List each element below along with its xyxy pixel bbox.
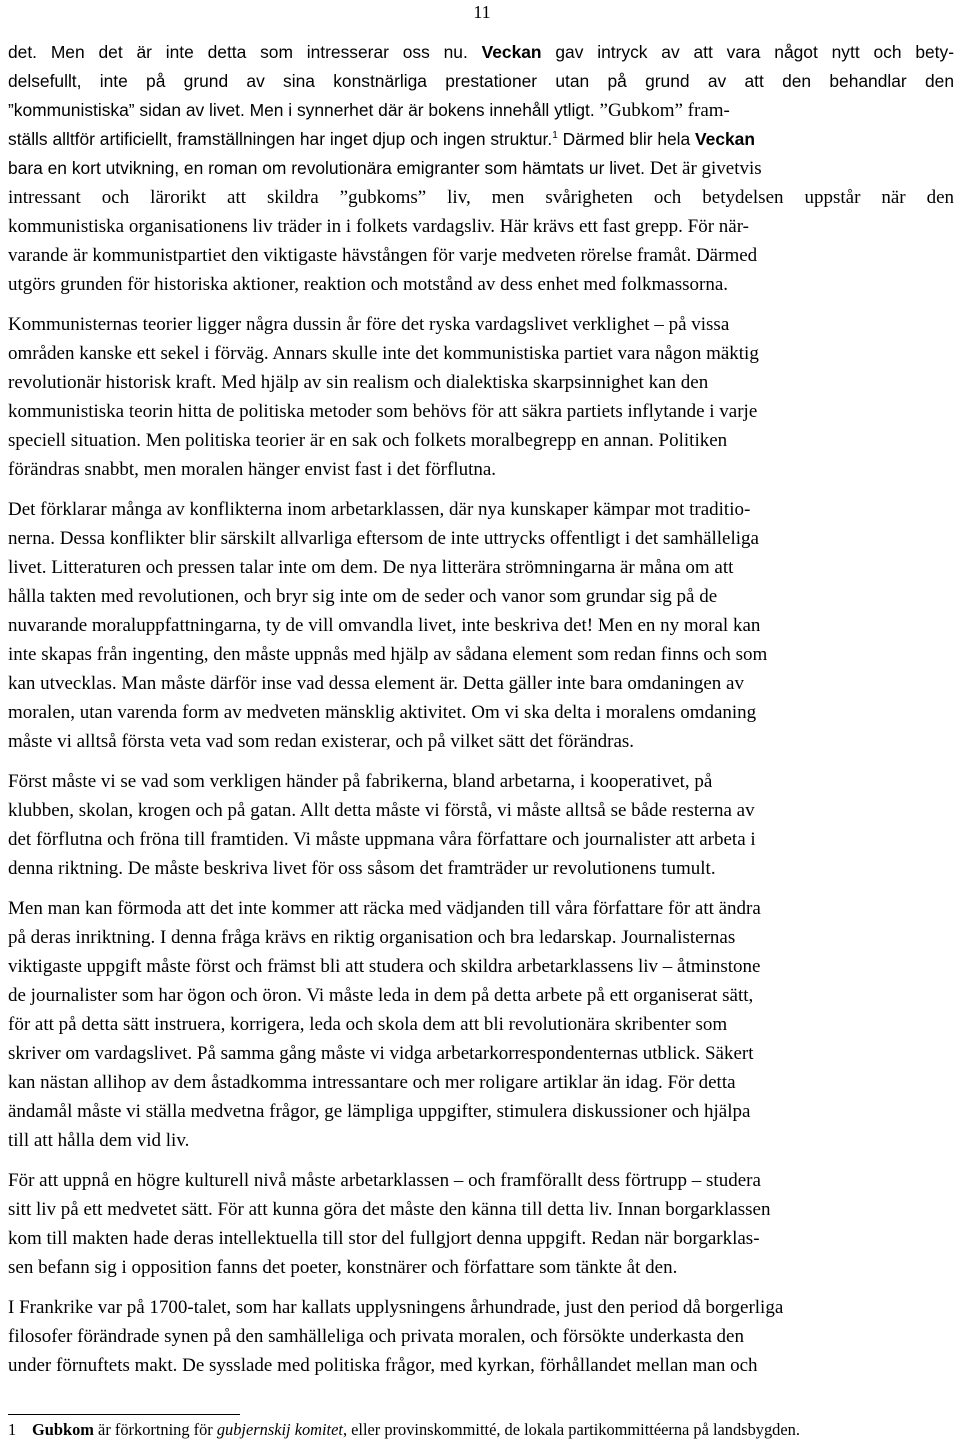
text-run: intressant och lärorikt att skildra ”gubkoms” liv, men svårigheten och betydelsen uppstår när den: [8, 187, 954, 208]
text-line: [8, 183, 954, 212]
text-line: [8, 981, 954, 1010]
footnote-reference: 1: [552, 130, 558, 141]
text-run: Därmed blir hela: [557, 129, 696, 149]
text-run: på deras inriktning. I denna fråga krävs en riktig organisation och bra ledarskap. Journalisternas: [8, 927, 736, 948]
text-line: [8, 96, 954, 125]
text-line: [8, 67, 954, 96]
text-line: [8, 1253, 954, 1282]
text-line: [8, 1097, 954, 1126]
text-run: inte skapas från ingenting, den måste uppnås med hjälp av sådana element som redan finns och som: [8, 644, 768, 665]
text-run: speciell situation. Men politiska teorier är en sak och folkets moralbegrepp en annan. Politiken: [8, 430, 728, 451]
text-line: [8, 952, 954, 981]
text-run: sitt liv på ett medvetet sätt. För att kunna göra det måste den känna till detta liv. Innan borgarklassen: [8, 1199, 771, 1220]
text-run: Veckan: [695, 129, 755, 149]
text-run: till att hålla dem vid liv.: [8, 1130, 190, 1151]
text-line: [8, 923, 954, 952]
text-run: gav intryck av att vara något nytt och bety-: [541, 42, 954, 62]
footnote-divider: [8, 1414, 240, 1415]
page-number: 11: [473, 2, 491, 22]
text-run: Men man kan förmoda att det inte kommer att räcka med vädjanden till våra författare för att ändra: [8, 898, 761, 919]
text-run: Det förklarar många av konflikterna inom arbetarklassen, där nya kunskaper kämpar mot traditio-: [8, 499, 751, 520]
text-line: [8, 1224, 954, 1253]
text-run: I Frankrike var på 1700-talet, som har kallats upplysningens århundrade, just den period då borgerliga: [8, 1297, 784, 1318]
text-run: kan nästan allihop av dem åstadkomma intressantare och mer roligare artiklar än idag. För detta: [8, 1072, 736, 1093]
text-run: ställs alltför artificiellt, framställningen har inget djup och ingen struktur.: [8, 129, 553, 149]
text-run: det förflutna och fröna till framtiden. Vi måste uppmana våra författare och journalister att arbeta i: [8, 829, 756, 850]
text-run: gubjernskij komitet: [216, 1420, 343, 1439]
text-run: Det är givetvis: [649, 158, 762, 179]
text-run: förändras snabbt, men moralen hänger envist fast i det förflutna.: [8, 459, 497, 480]
text-run: livet. Litteraturen och pressen talar inte om dem. De nya litterära strömningarna är måna om att: [8, 557, 734, 578]
text-line: [8, 894, 954, 923]
text-line: [8, 455, 954, 484]
text-run: nerna. Dessa konflikter blir särskilt allvarliga eftersom de inte uttrycks offentligt i det samhälleliga: [8, 528, 759, 549]
paragraph: [8, 767, 954, 883]
text-line: [8, 767, 954, 796]
text-line: [8, 397, 954, 426]
text-line: [8, 241, 954, 270]
text-run: revolutionär historisk kraft. Med hjälp av sin realism och dialektiska skarpsinnighet kan den: [8, 372, 709, 393]
text-run: ändamål måste vi ställa medvetna frågor, ge lämpliga uppgifter, stimulera diskussioner och hjälpa: [8, 1101, 751, 1122]
text-line: [8, 1068, 954, 1097]
text-line: [8, 1010, 954, 1039]
text-run: denna riktning. De måste beskriva livet för oss såsom det framträder ur revolutionens tumult.: [8, 858, 716, 879]
text-line: [8, 38, 954, 67]
text-run: kom till makten hade deras intellektuella till stor del fullgjort denna uppgift. Redan när borgarklas-: [8, 1228, 760, 1249]
paragraph: [8, 495, 954, 756]
text-run: nuvarande moraluppfattningarna, ty de vill omvandla livet, inte beskriva det! Men en ny moral kan: [8, 615, 761, 636]
text-run: ”kommunistiska” sidan av livet. Men i synnerhet där är bokens innehåll ytligt.: [8, 100, 600, 120]
text-line: [8, 825, 954, 854]
text-line: [8, 796, 954, 825]
text-run: varande är kommunistpartiet den viktigaste hävstången för varje medveten rörelse framåt. Därmed: [8, 245, 758, 266]
text-run: Gubkom: [32, 1420, 94, 1439]
text-run: kan utvecklas. Man måste därför inse vad dessa element är. Detta gäller inte bara omdaningen av: [8, 673, 744, 694]
text-run: skriver om vardagslivet. På samma gång måste vi vidga arbetarkorrespondenternas utblick. Säkert: [8, 1043, 754, 1064]
text-line: [8, 669, 954, 698]
text-line: [8, 1293, 954, 1322]
text-line: [8, 1166, 954, 1195]
text-run: , eller provinskommitté, de lokala partikommittéerna på landsbygden.: [342, 1420, 800, 1439]
text-line: [8, 426, 954, 455]
text-line: [8, 582, 954, 611]
text-run: klubben, skolan, krogen och på gatan. Allt detta måste vi förstå, vi måste alltså se både resterna av: [8, 800, 755, 821]
text-run: utgörs grunden för historiska aktioner, reaktion och motstånd av dess enhet med folkmassorna.: [8, 274, 729, 295]
paragraph: [8, 1293, 954, 1380]
text-run: filosofer förändrade synen på den samhälleliga och privata moralen, och försökte underkasta den: [8, 1326, 744, 1347]
text-run: moralen, utan varenda form av medveten mänsklig aktivitet. Om vi ska delta i moralens omdaning: [8, 702, 757, 723]
text-line: [8, 368, 954, 397]
text-line: [8, 640, 954, 669]
text-run: hålla takten med revolutionen, och bryr sig inte om de seder och vanor som grundar sig på de: [8, 586, 718, 607]
text-run: För att uppnå en högre kulturell nivå måste arbetarklassen – och framförallt dess förtrupp – studera: [8, 1170, 761, 1191]
text-line: [8, 270, 954, 299]
footnote-number: 1: [8, 1420, 17, 1439]
text-line: [8, 125, 954, 154]
body-text: [8, 38, 954, 1380]
text-line: [8, 854, 954, 883]
paragraph: [8, 310, 954, 484]
text-line: [8, 339, 954, 368]
text-run: för att på detta sätt instruera, korrigera, leda och skola dem att bli revolutionära skribenter som: [8, 1014, 728, 1035]
text-run: under förnuftets makt. De sysslade med politiska frågor, med kyrkan, förhållandet mellan man och: [8, 1355, 758, 1376]
text-run: sen befann sig i opposition fanns det poeter, konstnärer och författare som tänkte åt den.: [8, 1257, 678, 1278]
footnote-text: [32, 1420, 800, 1439]
text-line: [8, 1126, 954, 1155]
text-line: [8, 495, 954, 524]
text-line: [8, 727, 954, 756]
text-line: [8, 1351, 954, 1380]
text-run: bara en kort utvikning, en roman om revolutionära emigranter som hämtats ur livet.: [8, 158, 650, 178]
text-line: [8, 154, 954, 183]
text-line: [8, 212, 954, 241]
footnote: [8, 1419, 954, 1441]
text-line: [8, 611, 954, 640]
text-run: Först måste vi se vad som verkligen händer på fabrikerna, bland arbetarna, i kooperativet, på: [8, 771, 713, 792]
text-run: Kommunisternas teorier ligger några dussin år före det ryska vardagslivet verklighet – på vissa: [8, 314, 730, 335]
text-run: de journalister som har ögon och öron. Vi måste leda in dem på detta arbete på ett organiserat sätt,: [8, 985, 754, 1006]
text-run: delsefullt, inte på grund av sina konstnärliga prestationer utan på grund av att den behandlar den: [8, 71, 954, 91]
text-run: är förkortning för: [93, 1420, 217, 1439]
text-run: områden kanske ett sekel i förväg. Annars skulle inte det kommunistiska partiet vara någon mäktig: [8, 343, 759, 364]
text-line: [8, 1195, 954, 1224]
text-run: kommunistiska organisationens liv träder in i folkets vardagsliv. Här krävs ett fast grepp. För när-: [8, 216, 749, 237]
paragraph: [8, 1166, 954, 1282]
text-run: måste vi alltså första veta vad som redan existerar, och på vilket sätt det förändras.: [8, 731, 635, 752]
text-line: [8, 1322, 954, 1351]
text-line: [8, 524, 954, 553]
text-line: [8, 1039, 954, 1068]
text-line: [8, 698, 954, 727]
text-run: Veckan: [481, 42, 542, 62]
text-run: det. Men det är inte detta som intresserar oss nu.: [8, 42, 482, 62]
paragraph: [8, 894, 954, 1155]
text-line: [8, 553, 954, 582]
text-line: [8, 310, 954, 339]
text-run: kommunistiska teorin hitta de politiska metoder som behövs för att säkra partiets inflytande i varje: [8, 401, 758, 422]
text-run: ”Gubkom” fram-: [599, 100, 730, 121]
text-run: viktigaste uppgift måste först och främst bli att studera och skildra arbetarklassens liv – åtminstone: [8, 956, 761, 977]
paragraph: [8, 38, 954, 299]
